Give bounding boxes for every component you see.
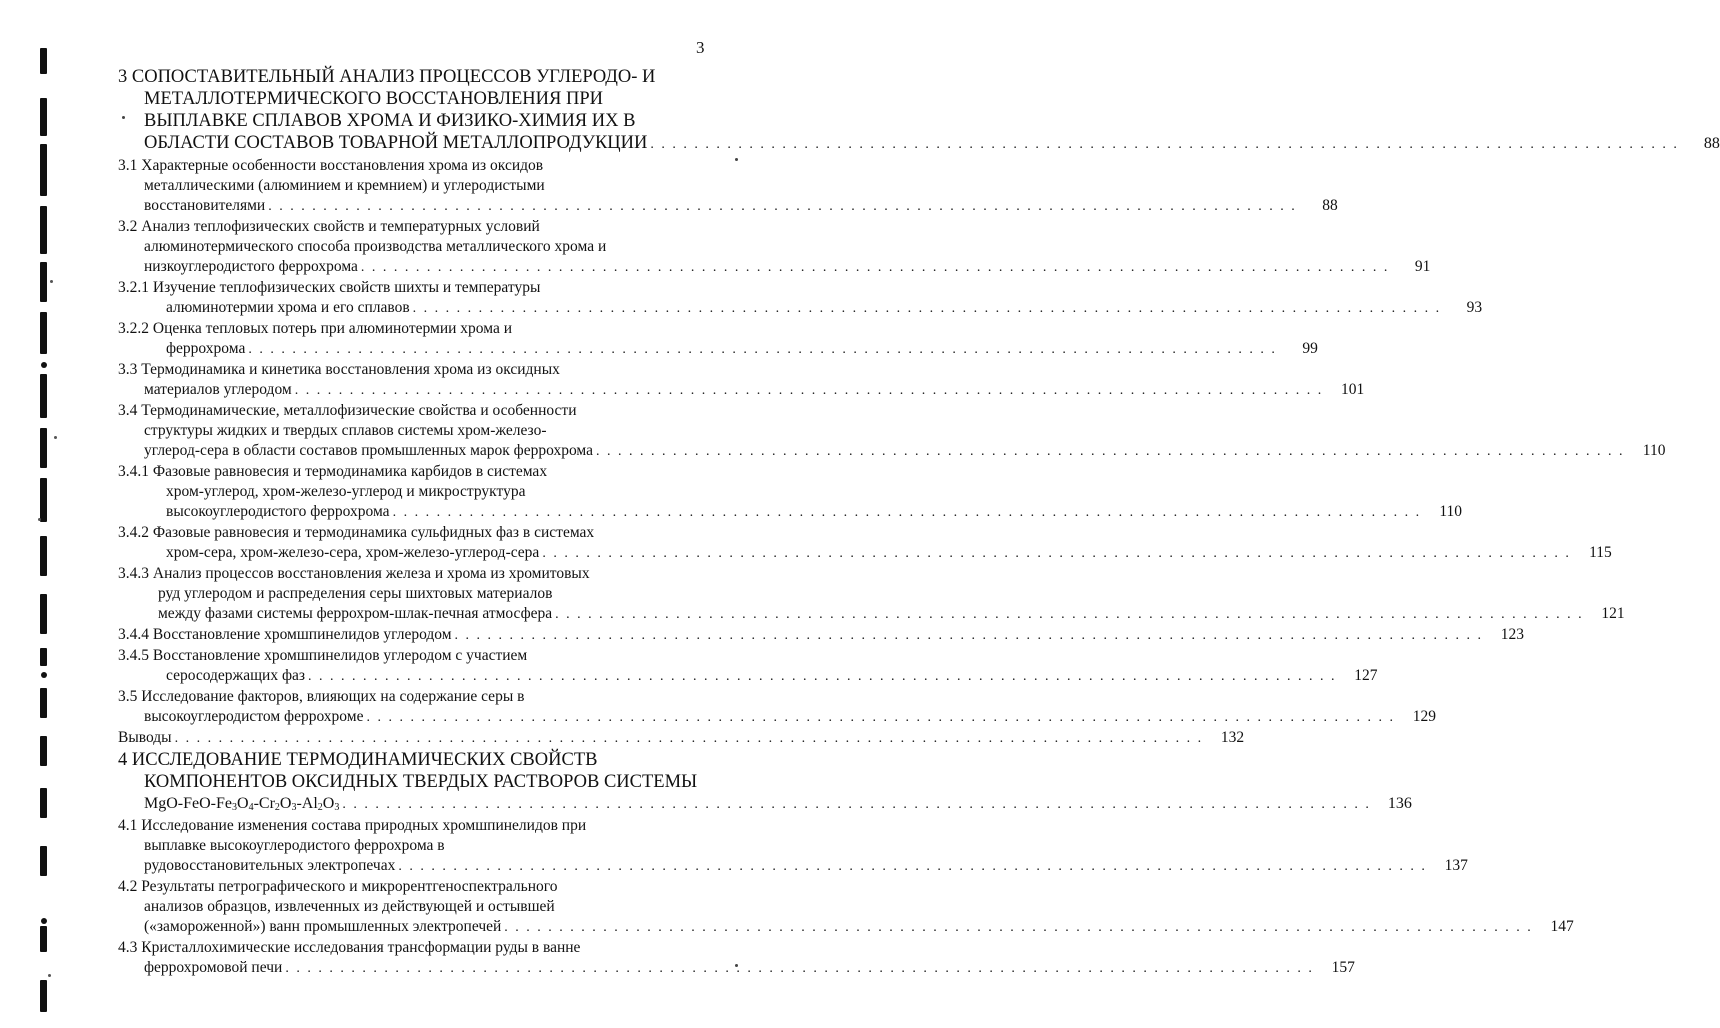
toc-entry-title: 3.4.5 Восстановление хромшпинелидов углеродом с участием bbox=[118, 647, 528, 664]
toc-page-number: 132 bbox=[1220, 729, 1245, 746]
toc-page-number: 115 bbox=[1589, 544, 1612, 561]
toc-entry-3-4-3[interactable] bbox=[118, 564, 1625, 625]
toc-entry-title-cont: («замороженной») ванн промышленных электропечей bbox=[144, 918, 502, 935]
dot-leader: . . . . . . . . . . . . . . . . . . . . . . . . . . . . . . . . . . . . . . . . . . . . . . . . . . . . . . . . . . . . . . . . . . . . . . . . . . . . . . . . . . . . . . . . . . . . . . bbox=[542, 546, 1571, 561]
page-number: 3 bbox=[696, 38, 705, 57]
dot-leader: . . . . . . . . . . . . . . . . . . . . . . . . . . . . . . . . . . . . . . . . . . . . . . . . . . . . . . . . . . . . . . . . . . . . . . . . . . . . . . . . . . . . . . . . . . . . . . bbox=[174, 731, 1204, 746]
dot-leader: . . . . . . . . . . . . . . . . . . . . . . . . . . . . . . . . . . . . . . . . . . . . . . . . . . . . . . . . . . . . . . . . . . . . . . . . . . . . . . . . . . . . . . . . . . . . . . bbox=[294, 383, 1324, 398]
toc-entry-title-cont: алюминотермического способа производства металлического хрома и bbox=[144, 238, 607, 255]
toc-page-number: 157 bbox=[1331, 959, 1355, 976]
toc-page-number: 127 bbox=[1354, 667, 1378, 684]
toc-entry-title-cont: хром-углерод, хром-железо-углерод и микроструктура bbox=[166, 483, 526, 500]
toc-page-number: 101 bbox=[1340, 381, 1365, 398]
toc-entry-title-cont: ОБЛАСТИ СОСТАВОВ ТОВАРНОЙ МЕТАЛЛОПРОДУКЦИИ bbox=[144, 133, 648, 153]
toc-entry-3-4-5[interactable] bbox=[118, 646, 1378, 687]
dot-leader: . . . . . . . . . . . . . . . . . . . . . . . . . . . . . . . . . . . . . . . . . . . . . . . . . . . . . . . . . . . . . . . . . . . . . . . . . . . . . . . . . . . . . . . . . . . . . . bbox=[248, 342, 1277, 357]
toc-entry-title: 3.2.2 Оценка тепловых потерь при алюминотермии хрома и bbox=[118, 320, 513, 337]
toc-entry-title: 3.2 Анализ теплофизических свойств и температурных условий bbox=[118, 218, 540, 235]
toc-entry-title: 3.4.1 Фазовые равновесия и термодинамика карбидов в системах bbox=[118, 463, 548, 480]
toc-entry-title: 3.4.2 Фазовые равновесия и термодинамика сульфидных фаз в системах bbox=[118, 524, 595, 541]
toc-entry-title-cont: материалов углеродом bbox=[144, 381, 292, 398]
chemical-formula: MgO-$FeO-Fe_3O_4-Cr_2O_3-Al_2O_3$ bbox=[144, 795, 340, 813]
toc-page-number: 88 bbox=[1322, 197, 1338, 214]
toc-page-number: 121 bbox=[1601, 605, 1625, 622]
toc-entry-title: 4.2 Результаты петрографического и микрорентгеноспектрального bbox=[118, 878, 558, 895]
toc-entry-title-cont: МЕТАЛЛОТЕРМИЧЕСКОГО ВОССТАНОВЛЕНИЯ ПРИ bbox=[144, 89, 604, 109]
toc-entry-title: 4.1 Исследование изменения состава природных хромшпинелидов при bbox=[118, 817, 587, 834]
toc-entry-3-4[interactable] bbox=[118, 401, 1666, 462]
toc-page-number: 136 bbox=[1387, 795, 1412, 812]
dot-leader: . . . . . . . . . . . . . . . . . . . . . . . . . . . . . . . . . . . . . . . . . . . . . . . . . . . . . . . . . . . . . . . . . . . . . . . . . . . . . . . . . . . . . . . . . . . . . . bbox=[308, 669, 1337, 684]
dot-leader: . . . . . . . . . . . . . . . . . . . . . . . . . . . . . . . . . . . . . . . . . . . . . . . . . . . . . . . . . . . . . . . . . . . . . . . . . . . . . . . . . . . . . . . . . . . . . . bbox=[650, 137, 1679, 152]
toc-entry-title-cont: руд углеродом и распределения серы шихтовых материалов bbox=[158, 585, 553, 602]
toc-entry-title: 3.4 Термодинамические, металлофизические свойства и особенности bbox=[118, 402, 577, 419]
toc-page-number: 91 bbox=[1414, 258, 1431, 275]
toc-entry-title-cont: феррохромовой печи bbox=[144, 959, 283, 976]
dot-leader: . . . . . . . . . . . . . . . . . . . . . . . . . . . . . . . . . . . . . . . . . . . . . . . . . . . . . . . . . . . . . . . . . . . . . . . . . . . . . . . . . . . . . . . . . . . . . . bbox=[504, 920, 1533, 935]
dot-leader: . . . . . . . . . . . . . . . . . . . . . . . . . . . . . . . . . . . . . . . . . . . . . . . . . . . . . . . . . . . . . . . . . . . . . . . . . . . . . . . . . . . . . . . . . . . . . . bbox=[555, 607, 1584, 622]
toc-page-number: 123 bbox=[1500, 626, 1525, 643]
dot-leader: . . . . . . . . . . . . . . . . . . . . . . . . . . . . . . . . . . . . . . . . . . . . . . . . . . . . . . . . . . . . . . . . . . . . . . . . . . . . . . . . . . . . . . . . . . . . . . bbox=[454, 628, 1484, 643]
toc-entry-title: 3.1 Характерные особенности восстановления хрома из оксидов bbox=[118, 157, 544, 174]
toc-entry-title-cont: анализов образцов, извлеченных из действующей и остывшей bbox=[144, 898, 555, 915]
toc-entry-title: 3.5 Исследование факторов, влияющих на содержание серы в bbox=[118, 688, 525, 705]
toc-entry-title: 3.2.1 Изучение теплофизических свойств шихты и температуры bbox=[118, 279, 541, 296]
toc-entry-title-cont: структуры жидких и твердых сплавов системы хром-железо- bbox=[144, 422, 547, 439]
toc-entry-title-cont: выплавке высокоуглеродистого феррохрома в bbox=[144, 837, 445, 854]
toc-page-number: 137 bbox=[1444, 857, 1468, 874]
toc-page-number: 110 bbox=[1439, 503, 1463, 520]
table-of-contents bbox=[118, 66, 1720, 979]
toc-entry-title-cont: феррохрома bbox=[166, 340, 246, 357]
binding-edge-marks bbox=[36, 40, 60, 990]
toc-entry-3-5[interactable] bbox=[118, 687, 1436, 728]
dot-leader: . . . . . . . . . . . . . . . . . . . . . . . . . . . . . . . . . . . . . . . . . . . . . . . . . . . . . . . . . . . . . . . . . . . . . . . . . . . . . . . . . . . . . . . . . . . . . . bbox=[595, 444, 1625, 459]
toc-entry-title: 3.4.4 Восстановление хромшпинелидов углеродом bbox=[118, 626, 452, 643]
toc-entry-title-cont: рудовосстановительных электропечах bbox=[144, 857, 396, 874]
dot-leader: . . . . . . . . . . . . . . . . . . . . . . . . . . . . . . . . . . . . . . . . . . . . . . . . . . . . . . . . . . . . . . . . . . . . . . . . . . . . . . . . . . . . . . . . . . . . . . bbox=[366, 710, 1395, 725]
toc-entry-4-3[interactable] bbox=[118, 938, 1355, 979]
toc-entry-title: 4 ИССЛЕДОВАНИЕ ТЕРМОДИНАМИЧЕСКИХ СВОЙСТВ bbox=[118, 750, 598, 770]
dot-leader: . . . . . . . . . . . . . . . . . . . . . . . . . . . . . . . . . . . . . . . . . . . . . . . . . . . . . . . . . . . . . . . . . . . . . . . . . . . . . . . . . . . . . . . . . . . . . . bbox=[342, 797, 1371, 812]
toc-entry-title: 3.4.3 Анализ процессов восстановления железа и хрома из хромитовых bbox=[118, 565, 590, 582]
toc-entry-3-2-2[interactable] bbox=[118, 319, 1318, 360]
toc-entry-title-cont: хром-сера, хром-железо-сера, хром-железо-углерод-сера bbox=[166, 544, 540, 561]
toc-entry-3-1[interactable] bbox=[118, 156, 1338, 217]
toc-entry-title-cont: серосодержащих фаз bbox=[166, 667, 306, 684]
toc-entry-title-cont: высокоуглеродистого феррохрома bbox=[166, 503, 390, 520]
toc-entry-3-4-1[interactable] bbox=[118, 462, 1463, 523]
toc-entry-title-cont: низкоуглеродистого феррохрома bbox=[144, 258, 358, 275]
toc-entry-title-cont: алюминотермии хрома и его сплавов bbox=[166, 299, 410, 316]
toc-entry-title-cont: восстановителями bbox=[144, 197, 266, 214]
toc-entry-conclusions[interactable] bbox=[118, 728, 1245, 749]
toc-page-number: 99 bbox=[1302, 340, 1318, 357]
toc-entry-3-2[interactable] bbox=[118, 217, 1431, 278]
dot-leader: . . . . . . . . . . . . . . . . . . . . . . . . . . . . . . . . . . . . . . . . . . . . . . . . . . . . . . . . . . . . . . . . . . . . . . . . . . . . . . . . . . . . . . . . . . . . . . bbox=[412, 301, 1442, 316]
toc-entry-title: 3.3 Термодинамика и кинетика восстановления хрома из оксидных bbox=[118, 361, 560, 378]
dot-leader: . . . . . . . . . . . . . . . . . . . . . . . . . . . . . . . . . . . . . . . . . . . . . . . . . . . . . . . . . . . . . . . . . . . . . . . . . . . . . . . . . . . . . . . . . . . . . . bbox=[268, 199, 1297, 214]
toc-entry-title: 4.3 Кристаллохимические исследования трансформации руды в ванне bbox=[118, 939, 581, 956]
toc-entry-3-2-1[interactable] bbox=[118, 278, 1483, 319]
toc-entry-4-2[interactable] bbox=[118, 877, 1574, 938]
toc-entry-title: 3 СОПОСТАВИТЕЛЬНЫЙ АНАЛИЗ ПРОЦЕССОВ УГЛЕРОДО- И bbox=[118, 67, 656, 87]
toc-entry-chapter-4[interactable] bbox=[118, 749, 1412, 816]
toc-entry-4-1[interactable] bbox=[118, 816, 1468, 877]
dot-leader: . . . . . . . . . . . . . . . . . . . . . . . . . . . . . . . . . . . . . . . . . . . . . . . . . . . . . . . . . . . . . . . . . . . . . . . . . . . . . . . . . . . . . . . . . . . . . . bbox=[392, 505, 1422, 520]
toc-entry-chapter-3[interactable] bbox=[118, 66, 1720, 156]
dot-leader: . . . . . . . . . . . . . . . . . . . . . . . . . . . . . . . . . . . . . . . . . . . . . . . . . . . . . . . . . . . . . . . . . . . . . . . . . . . . . . . . . . . . . . . . . . . . . . bbox=[360, 260, 1390, 275]
toc-page-number: 88 bbox=[1703, 135, 1720, 152]
toc-entry-title: Выводы bbox=[118, 729, 172, 746]
toc-entry-title-cont: высокоуглеродистом феррохроме bbox=[144, 708, 364, 725]
toc-page-number: 93 bbox=[1466, 299, 1483, 316]
toc-entry-title-cont: КОМПОНЕНТОВ ОКСИДНЫХ ТВЕРДЫХ РАСТВОРОВ СИСТЕМЫ bbox=[144, 772, 698, 792]
toc-page-number: 129 bbox=[1412, 708, 1436, 725]
dot-leader: . . . . . . . . . . . . . . . . . . . . . . . . . . . . . . . . . . . . . . . . . . . . . . . . . . . . . . . . . . . . . . . . . . . . . . . . . . . . . . . . . . . . . . . . . . . . . . bbox=[398, 859, 1427, 874]
toc-entry-3-4-2[interactable] bbox=[118, 523, 1612, 564]
toc-entry-title-cont: металлическими (алюминием и кремнием) и углеродистыми bbox=[144, 177, 545, 194]
toc-entry-3-3[interactable] bbox=[118, 360, 1365, 401]
toc-entry-title-cont: углерод-сера в области составов промышленных марок феррохрома bbox=[144, 442, 593, 459]
toc-page-number: 110 bbox=[1642, 442, 1666, 459]
toc-entry-3-4-4[interactable] bbox=[118, 625, 1525, 646]
dot-leader: . . . . . . . . . . . . . . . . . . . . . . . . . . . . . . . . . . . . . . . . . . . . . . . . . . . . . . . . . . . . . . . . . . . . . . . . . . . . . . . . . . . . . . . . . . . . . . bbox=[285, 961, 1314, 976]
toc-entry-title-cont: между фазами системы феррохром-шлак-печная атмосфера bbox=[158, 605, 553, 622]
toc-entry-title-cont: ВЫПЛАВКЕ СПЛАВОВ ХРОМА И ФИЗИКО-ХИМИЯ ИХ В bbox=[144, 111, 636, 131]
toc-page-number: 147 bbox=[1550, 918, 1574, 935]
